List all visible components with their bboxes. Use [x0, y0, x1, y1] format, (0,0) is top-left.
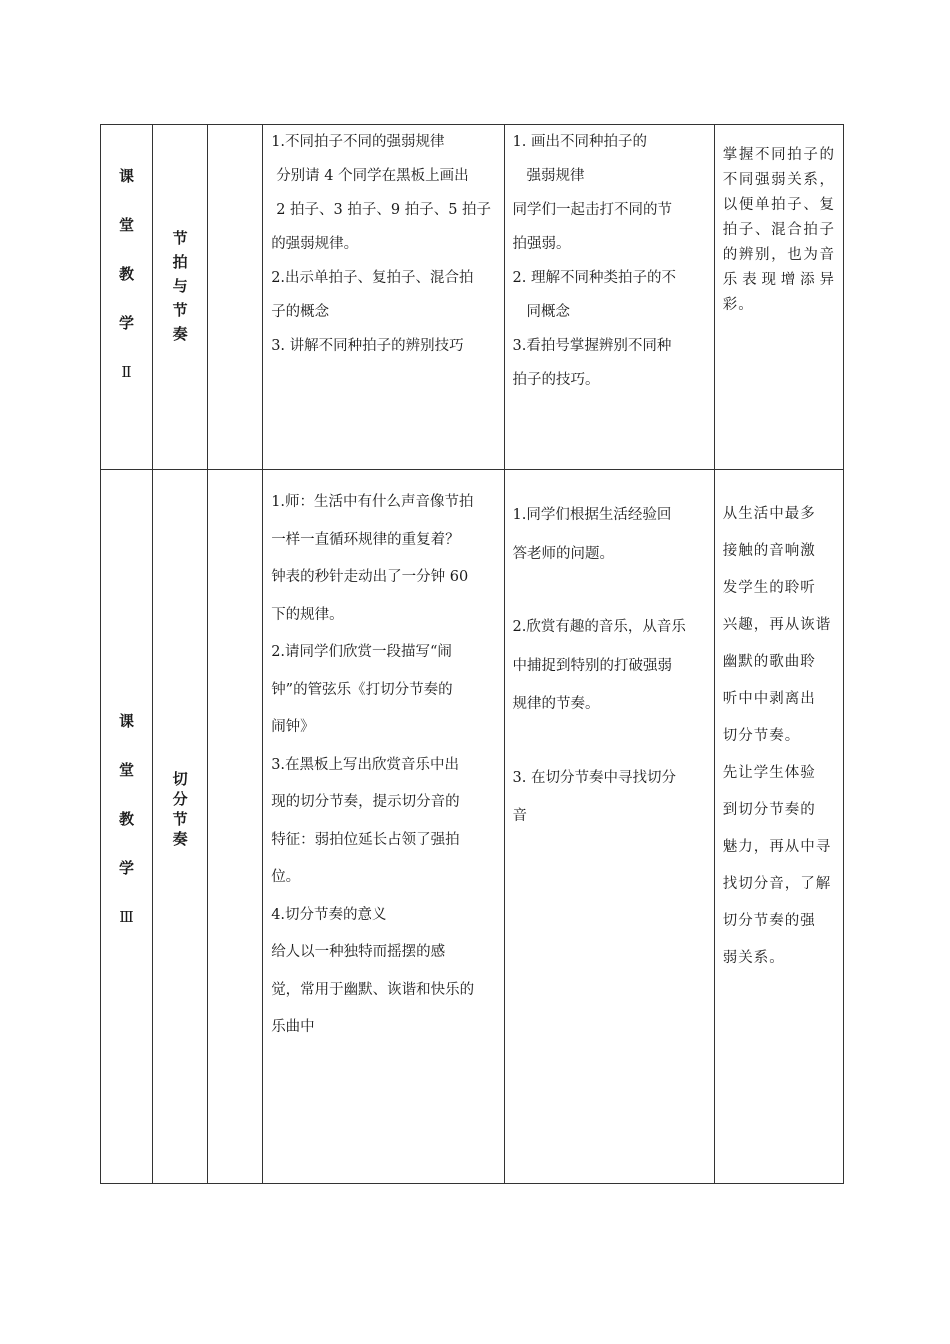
student-line: 3. 在切分节奏中寻找切分 — [512, 769, 676, 786]
intent-line: 切分节奏的强 — [722, 913, 816, 929]
teacher-activity-cell — [263, 470, 504, 1184]
stage-numeral: Ⅲ — [119, 908, 134, 926]
student-activity-cell — [504, 470, 714, 1184]
teacher-line: 的强弱规律。 — [271, 236, 359, 252]
teacher-line: 2 拍子、3 拍子、9 拍子、5 拍子 — [276, 202, 492, 218]
topic-char: 奏 — [172, 325, 188, 343]
design-intent-cell — [714, 125, 843, 470]
table-row — [101, 125, 844, 470]
teacher-line: 下的规律。 — [271, 606, 344, 623]
student-line: 音 — [512, 808, 527, 824]
teacher-line: 钟”的管弦乐《打切分节奏的 — [271, 681, 453, 698]
topic-char: 与 — [172, 277, 188, 295]
time-cell — [208, 470, 263, 1184]
stage-char: 堂 — [119, 216, 135, 234]
stage-char: 教 — [119, 810, 135, 828]
lesson-plan-table — [100, 124, 844, 1184]
stage-cell — [101, 125, 153, 470]
teacher-activity-cell — [263, 125, 504, 470]
topic-char: 节 — [172, 229, 188, 247]
intent-line: 先让学生体验 — [722, 765, 816, 781]
stage-char: 堂 — [119, 761, 135, 779]
intent-line: 从生活中最多 — [722, 506, 816, 522]
teacher-line: 钟表的秒针走动出了一分钟 60 — [271, 569, 469, 585]
teacher-line: 3.在黑板上写出欣赏音乐中出 — [271, 756, 460, 773]
student-line: 中捕捉到特别的打破强弱 — [512, 657, 672, 674]
teacher-line: 乐曲中 — [271, 1019, 315, 1035]
student-line: 强弱规律 — [526, 168, 585, 184]
student-line: 1. 画出不同种拍子的 — [512, 134, 647, 150]
teacher-line: 特征：弱拍位延长占领了强拍 — [271, 831, 460, 848]
teacher-line: 3. 讲解不同种拍子的辨别技巧 — [271, 338, 464, 354]
intent-line: 幽默的歌曲聆 — [722, 654, 816, 670]
intent-line: 魅力，再从中寻 — [722, 839, 832, 855]
intent-line: 弱关系。 — [722, 950, 785, 966]
teacher-line: 4.切分节奏的意义 — [271, 906, 387, 923]
stage-char: 学 — [119, 314, 135, 332]
student-line: 2.欣赏有趣的音乐，从音乐 — [512, 619, 686, 635]
intent-line: 听中中剥离出 — [722, 691, 816, 707]
student-line: 规律的节奏。 — [512, 696, 600, 712]
time-cell — [208, 125, 263, 470]
teacher-line: 闹钟》 — [271, 719, 315, 735]
teacher-line: 子的概念 — [271, 304, 330, 320]
teacher-line: 1.不同拍子不同的强弱规律 — [271, 134, 445, 150]
stage-char: 课 — [119, 712, 135, 730]
intent-line: 兴趣，再从诙谐 — [722, 617, 832, 633]
spacer — [513, 724, 706, 759]
teacher-line: 1.师：生活中有什么声音像节拍 — [271, 494, 474, 510]
teacher-line: 现的切分节奏，提示切分音的 — [271, 794, 460, 810]
teacher-line: 分别请 4 个同学在黑板上画出 — [276, 168, 469, 184]
table-row — [101, 470, 844, 1184]
topic-char: 奏 — [172, 830, 188, 848]
stage-numeral: Ⅱ — [121, 363, 132, 381]
student-line: 拍强弱。 — [512, 236, 571, 252]
topic-cell — [153, 470, 208, 1184]
stage-char: 学 — [119, 859, 135, 877]
intent-line: 接触的音响激 — [722, 543, 816, 559]
student-line: 同概念 — [526, 304, 570, 320]
teacher-line: 2.请同学们欣赏一段描写“闹 — [271, 644, 452, 660]
topic-char: 切 — [172, 770, 188, 788]
teacher-line: 给人以一种独特而摇摆的感 — [271, 944, 446, 960]
student-line: 3.看拍号掌握辨别不同种 — [512, 338, 672, 354]
teacher-line: 一样一直循环规律的重复着？ — [271, 531, 460, 548]
stage-char: 课 — [119, 167, 135, 185]
topic-cell — [153, 125, 208, 470]
topic-char: 拍 — [172, 253, 188, 271]
teacher-line: 2.出示单拍子、复拍子、混合拍 — [271, 270, 474, 286]
topic-char: 节 — [172, 810, 188, 828]
student-line: 答老师的问题。 — [512, 545, 614, 562]
student-line: 2. 理解不同种类拍子的不 — [512, 270, 676, 286]
stage-char: 教 — [119, 265, 135, 283]
intent-line: 到切分节奏的 — [722, 802, 816, 818]
design-intent-cell — [714, 470, 843, 1184]
student-activity-cell — [504, 125, 714, 470]
topic-char: 节 — [172, 301, 188, 319]
student-line: 拍子的技巧。 — [512, 372, 600, 388]
intent-line: 发学生的聆听 — [722, 580, 816, 596]
student-line: 1.同学们根据生活经验回 — [512, 507, 672, 523]
stage-cell — [101, 470, 153, 1184]
teacher-line: 位。 — [271, 869, 301, 885]
spacer — [513, 573, 706, 608]
topic-char: 分 — [172, 790, 188, 808]
intent-text: 掌握不同拍子的不同强弱关系，以便单拍子、复拍子、混合拍子的辨别，也为音乐表现增添异彩。 — [722, 147, 835, 313]
intent-line: 切分节奏。 — [722, 728, 801, 744]
student-line: 同学们一起击打不同的节 — [512, 202, 672, 218]
intent-line: 找切分音，了解 — [722, 876, 832, 892]
teacher-line: 觉，常用于幽默、诙谐和快乐的 — [271, 981, 475, 998]
